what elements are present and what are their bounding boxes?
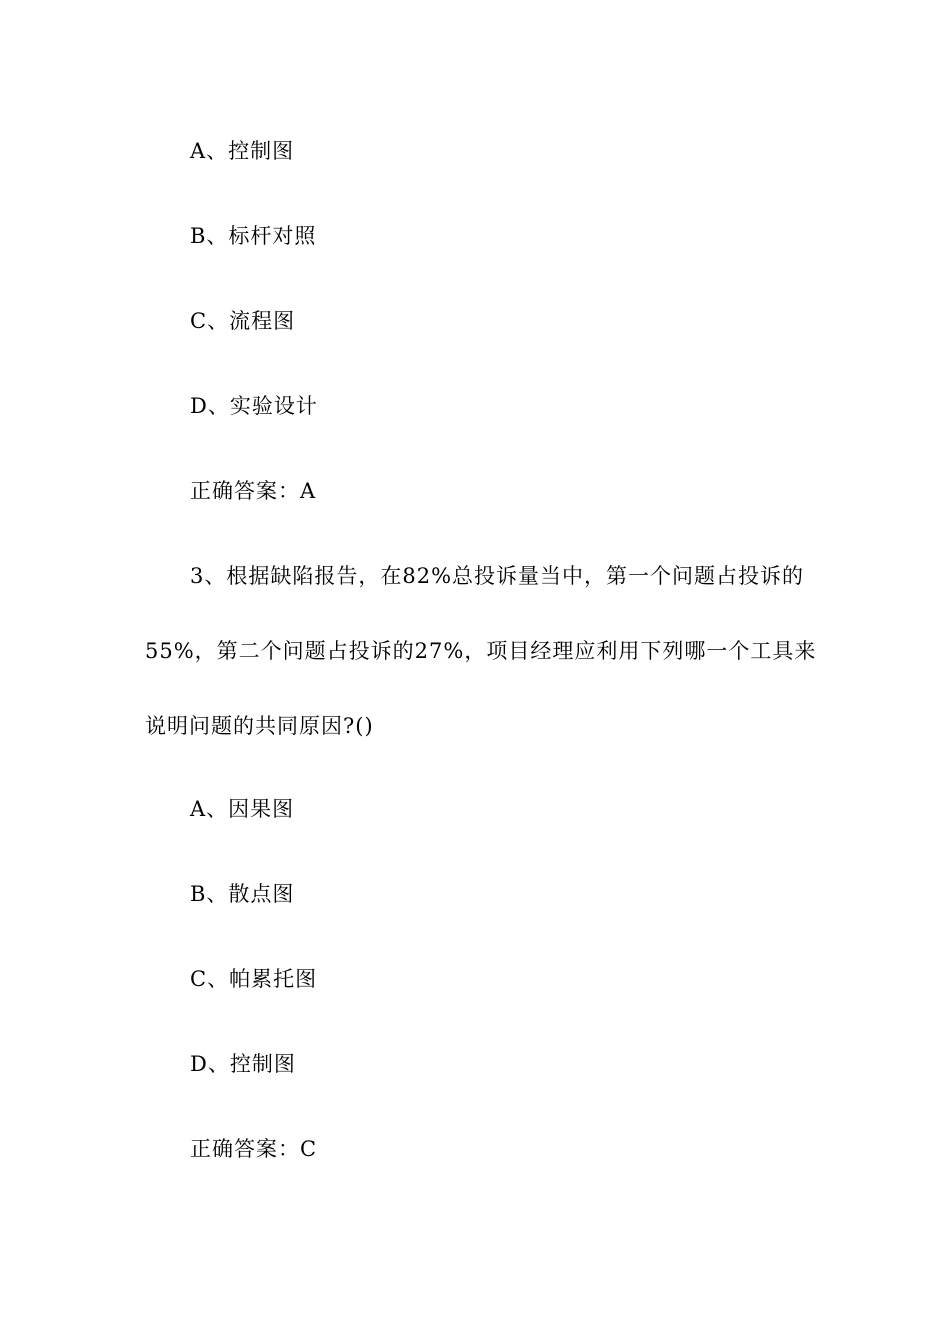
answer-line: 正确答案：C bbox=[190, 1137, 318, 1161]
option-a: A、因果图 bbox=[190, 797, 295, 821]
option-b: B、散点图 bbox=[190, 882, 295, 906]
option-b: B、标杆对照 bbox=[190, 224, 317, 248]
question-text-line-1: 3、根据缺陷报告，在82%总投诉量当中，第一个问题占投诉的 bbox=[190, 564, 805, 588]
question-text-line-2: 55%，第二个问题占投诉的27%，项目经理应利用下列哪一个工具来 bbox=[145, 639, 817, 663]
option-c: C、帕累托图 bbox=[190, 967, 318, 991]
option-d: D、控制图 bbox=[190, 1052, 296, 1076]
option-c: C、流程图 bbox=[190, 309, 296, 333]
answer-line: 正确答案：A bbox=[190, 479, 317, 503]
question-text-line-3: 说明问题的共同原因?() bbox=[145, 714, 374, 738]
option-d: D、实验设计 bbox=[190, 394, 318, 418]
option-a: A、控制图 bbox=[190, 139, 295, 163]
